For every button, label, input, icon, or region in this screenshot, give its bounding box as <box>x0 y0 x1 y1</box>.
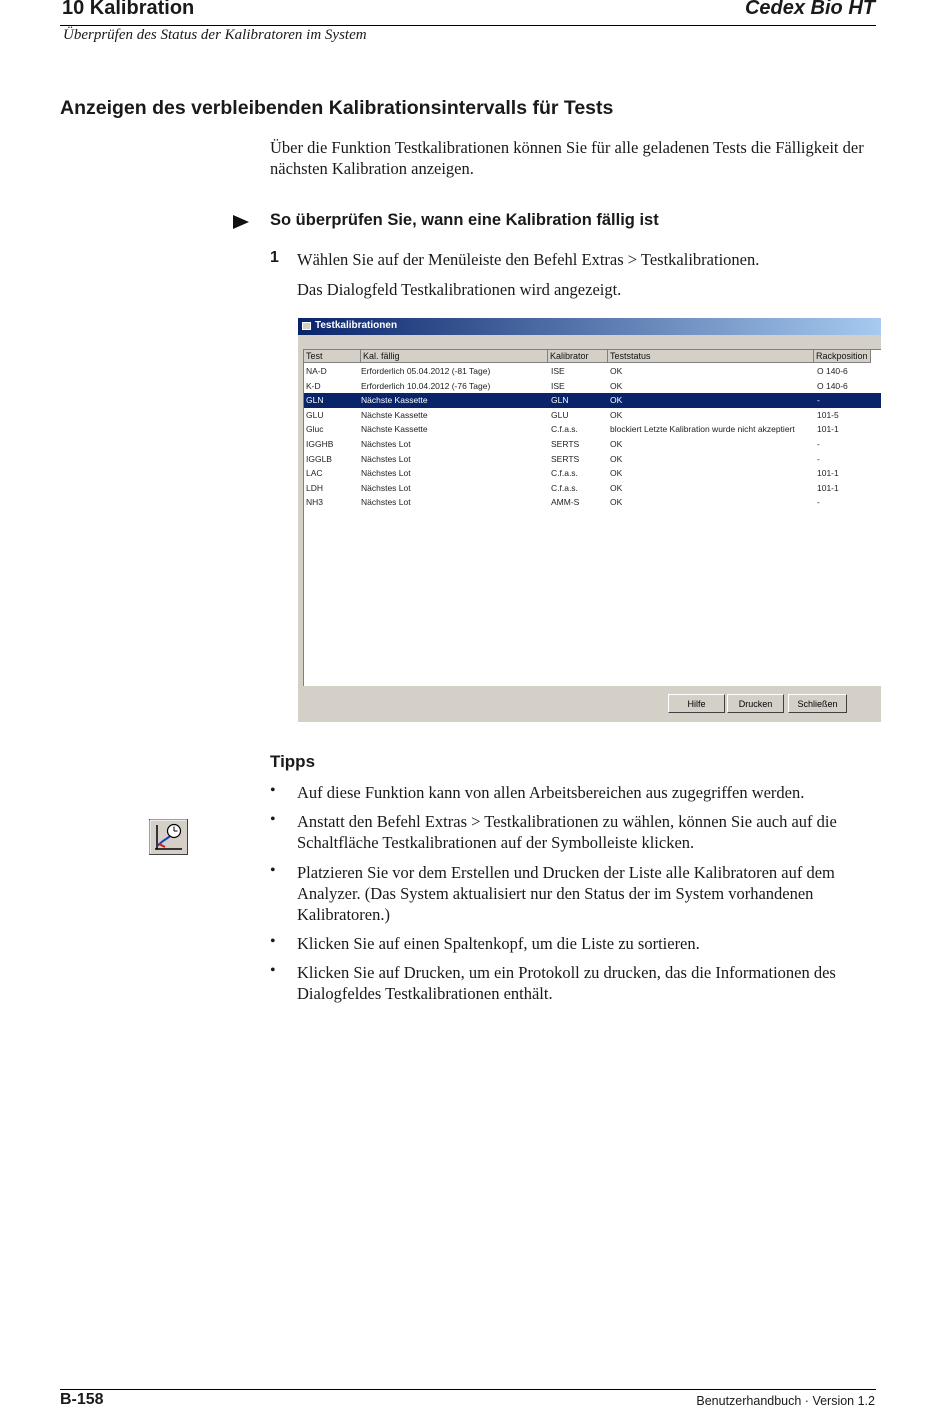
table-row[interactable] <box>304 452 881 467</box>
column-header-due[interactable]: Kal. fällig <box>361 350 548 363</box>
cell-rack: - <box>817 453 820 464</box>
dialog-title: Testkalibrationen <box>315 320 398 331</box>
cell-status: OK <box>610 468 623 479</box>
intro-paragraph: Über die Funktion Testkalibrationen können Sie für alle geladenen Tests die Fälligkeit der nächsten Kalibration anzeigen. <box>270 138 864 178</box>
cell-rack: 101-1 <box>817 424 839 435</box>
cell-due: Nächstes Lot <box>361 468 411 479</box>
table-row[interactable] <box>304 495 881 510</box>
tip-item: Klicken Sie auf Drucken, um ein Protokoll zu drucken, das die Informationen des Dialogfeldes Testkalibrationen enthält. <box>297 963 836 1003</box>
tip-item: Platzieren Sie vor dem Erstellen und Drucken der Liste alle Kalibratoren auf dem Analyzer. (Das System aktualisiert nur den Status der im System vorhandenen Kalibratoren.) <box>297 863 835 924</box>
table-row[interactable] <box>304 481 881 496</box>
table-row[interactable] <box>304 364 881 379</box>
cell-calibrator: ISE <box>551 380 565 391</box>
step-number: 1 <box>270 249 279 266</box>
table-row[interactable] <box>304 422 881 437</box>
cell-calibrator: SERTS <box>551 439 580 449</box>
tip-bullet: • <box>270 933 276 950</box>
step-text: Wählen Sie auf der Menüleiste den Befehl Extras > Testkalibrationen. <box>297 250 760 269</box>
close-button[interactable]: Schließen <box>788 694 847 713</box>
cell-test: GLN <box>306 395 324 406</box>
cell-status: OK <box>610 482 623 493</box>
cell-test: GLU <box>306 409 324 420</box>
cell-test: Gluc <box>306 424 324 435</box>
cell-test: LAC <box>306 468 323 479</box>
cell-due: Nächste Kassette <box>361 424 428 435</box>
cell-test: NH3 <box>306 497 324 508</box>
chapter-heading: 10 Kalibration <box>62 0 195 19</box>
cell-calibrator: GLU <box>551 409 569 420</box>
footer-divider <box>60 1389 876 1390</box>
cell-calibrator: C.f.a.s. <box>551 468 578 479</box>
cell-rack: - <box>817 395 820 406</box>
table-row[interactable] <box>304 466 881 481</box>
cell-status: OK <box>610 453 623 464</box>
document-version: Benutzerhandbuch · Version 1.2 <box>696 1394 875 1408</box>
cell-rack: 101-1 <box>817 468 839 479</box>
cell-rack: O 140-6 <box>817 380 848 391</box>
header-divider <box>60 25 876 26</box>
help-button[interactable]: Hilfe <box>668 694 725 713</box>
cell-due: Nächstes Lot <box>361 482 411 493</box>
column-header-test[interactable]: Test <box>304 350 361 363</box>
cell-test: LDH <box>306 482 324 493</box>
cell-calibrator: ISE <box>551 366 565 376</box>
print-button[interactable]: Drucken <box>727 694 784 713</box>
cell-rack: - <box>817 439 820 449</box>
tip-item: Auf diese Funktion kann von allen Arbeitsbereichen aus zugegriffen werden. <box>297 783 805 802</box>
cell-due: Nächste Kassette <box>361 409 428 420</box>
cell-status: OK <box>610 395 623 406</box>
cell-calibrator: C.f.a.s. <box>551 424 578 435</box>
cell-test: IGGLB <box>306 453 332 464</box>
cell-status: OK <box>610 366 623 376</box>
cell-calibrator: SERTS <box>551 453 580 464</box>
cell-status: OK <box>610 439 623 449</box>
cell-due: Nächstes Lot <box>361 453 411 464</box>
cell-calibrator: GLN <box>551 395 569 406</box>
cell-due: Erforderlich 05.04.2012 (-81 Tage) <box>361 366 491 376</box>
cell-test: NA-D <box>306 366 327 376</box>
tips-heading: Tipps <box>270 752 316 771</box>
step-result: Das Dialogfeld Testkalibrationen wird angezeigt. <box>297 280 622 299</box>
cell-due: Erforderlich 10.04.2012 (-76 Tage) <box>361 380 491 391</box>
cell-calibrator: AMM-S <box>551 497 580 508</box>
column-header-calibrator[interactable]: Kalibrator <box>548 350 608 363</box>
section-title: Anzeigen des verbleibenden Kalibrationsintervalls für Tests <box>60 97 614 119</box>
product-name: Cedex Bio HT <box>744 0 875 19</box>
dialog-title-bar <box>298 318 881 335</box>
test-calibration-icon <box>149 819 188 855</box>
procedure-arrow-icon <box>233 215 249 229</box>
cell-test: IGGHB <box>306 439 334 449</box>
tip-bullet: • <box>270 962 276 979</box>
tip-bullet: • <box>270 782 276 799</box>
cell-status: OK <box>610 409 623 420</box>
table-row[interactable] <box>304 408 881 423</box>
column-header-status[interactable]: Teststatus <box>608 350 814 363</box>
tip-bullet: • <box>270 811 276 828</box>
cell-rack: - <box>817 497 820 508</box>
table-row[interactable] <box>304 393 881 408</box>
cell-due: Nächstes Lot <box>361 439 411 449</box>
tip-item: Klicken Sie auf einen Spaltenkopf, um die Liste zu sortieren. <box>297 934 700 953</box>
window-icon <box>302 322 311 330</box>
cell-test: K-D <box>306 380 321 391</box>
tip-bullet: • <box>270 862 276 879</box>
procedure-title: So überprüfen Sie, wann eine Kalibration fällig ist <box>270 211 659 229</box>
calibration-list <box>303 349 881 686</box>
table-row[interactable] <box>304 437 881 452</box>
cell-rack: 101-5 <box>817 409 839 420</box>
cell-calibrator: C.f.a.s. <box>551 482 578 493</box>
page-subtitle: Überprüfen des Status der Kalibratoren im System <box>63 27 367 43</box>
cell-status: OK <box>610 497 623 508</box>
page-number: B-158 <box>60 1391 104 1408</box>
tip-item: Anstatt den Befehl Extras > Testkalibrationen zu wählen, können Sie auch auf die Schaltfläche Testkalibrationen auf der Symbolleiste klicken. <box>297 812 837 852</box>
column-header-rack[interactable]: Rackposition <box>814 350 871 363</box>
test-calibrations-dialog <box>298 318 881 722</box>
cell-due: Nächstes Lot <box>361 497 411 508</box>
cell-rack: 101-1 <box>817 482 839 493</box>
cell-status: blockiert Letzte Kalibration wurde nicht akzeptiert <box>610 424 795 435</box>
cell-status: OK <box>610 380 623 391</box>
cell-rack: O 140-6 <box>817 366 848 376</box>
table-row[interactable] <box>304 379 881 394</box>
cell-due: Nächste Kassette <box>361 395 428 406</box>
